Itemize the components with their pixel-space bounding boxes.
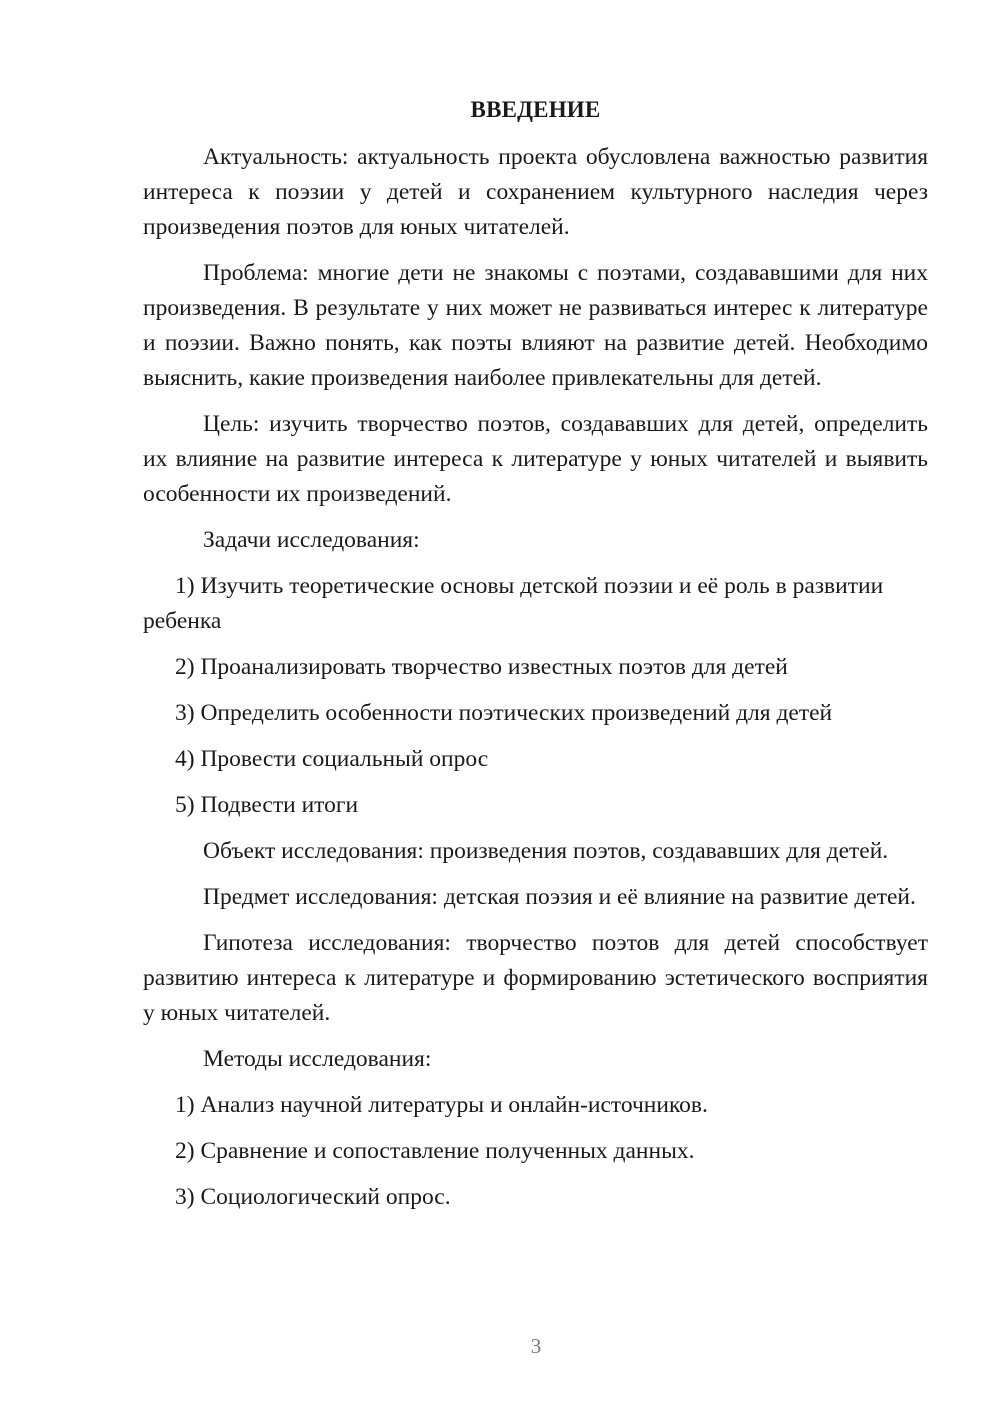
method-item-3: 3) Социологический опрос. xyxy=(175,1184,451,1210)
method-item-1: 1) Анализ научной литературы и онлайн-источников. xyxy=(175,1092,708,1118)
problem-paragraph: Проблема: многие дети не знакомы с поэтами, создававшими для них произведения. В результате у них может не развиваться интерес к литературе и поэзии. Важно понять, как поэты влияют на развитие детей. Необходимо выяснить, какие произведения наиболее привлекательны для детей. xyxy=(143,260,928,391)
goal-paragraph: Цель: изучить творчество поэтов, создававших для детей, определить их влияние на развитие интереса к литературе у юных читателей и выявить особенности их произведений. xyxy=(143,411,928,507)
task-item-5: 5) Подвести итоги xyxy=(175,792,359,818)
methods-heading: Методы исследования: xyxy=(203,1046,432,1072)
section-title: ВВЕДЕНИЕ xyxy=(470,97,601,122)
tasks-heading: Задачи исследования: xyxy=(203,527,420,553)
hypothesis-paragraph: Гипотеза исследования: творчество поэтов для детей способствует развитию интереса к литературе и формированию эстетического восприятия у юных читателей. xyxy=(143,930,928,1026)
task-item-2: 2) Проанализировать творчество известных поэтов для детей xyxy=(175,654,788,680)
page-number: 3 xyxy=(530,1334,542,1358)
task-item-3: 3) Определить особенности поэтических произведений для детей xyxy=(175,700,833,726)
task-item-1: 1) Изучить теоретические основы детской поэзии и её роль в развитии ребенка xyxy=(143,573,884,634)
relevance-paragraph: Актуальность: актуальность проекта обусловлена важностью развития интереса к поэзии у детей и сохранением культурного наследия через произведения поэтов для юных читателей. xyxy=(143,144,928,240)
task-item-4: 4) Провести социальный опрос xyxy=(175,746,489,772)
document-body xyxy=(143,92,928,1226)
subject-paragraph: Предмет исследования: детская поэзия и её влияние на развитие детей. xyxy=(203,884,916,910)
object-paragraph: Объект исследования: произведения поэтов, создававших для детей. xyxy=(203,838,889,864)
method-item-2: 2) Сравнение и сопоставление полученных данных. xyxy=(175,1138,695,1164)
